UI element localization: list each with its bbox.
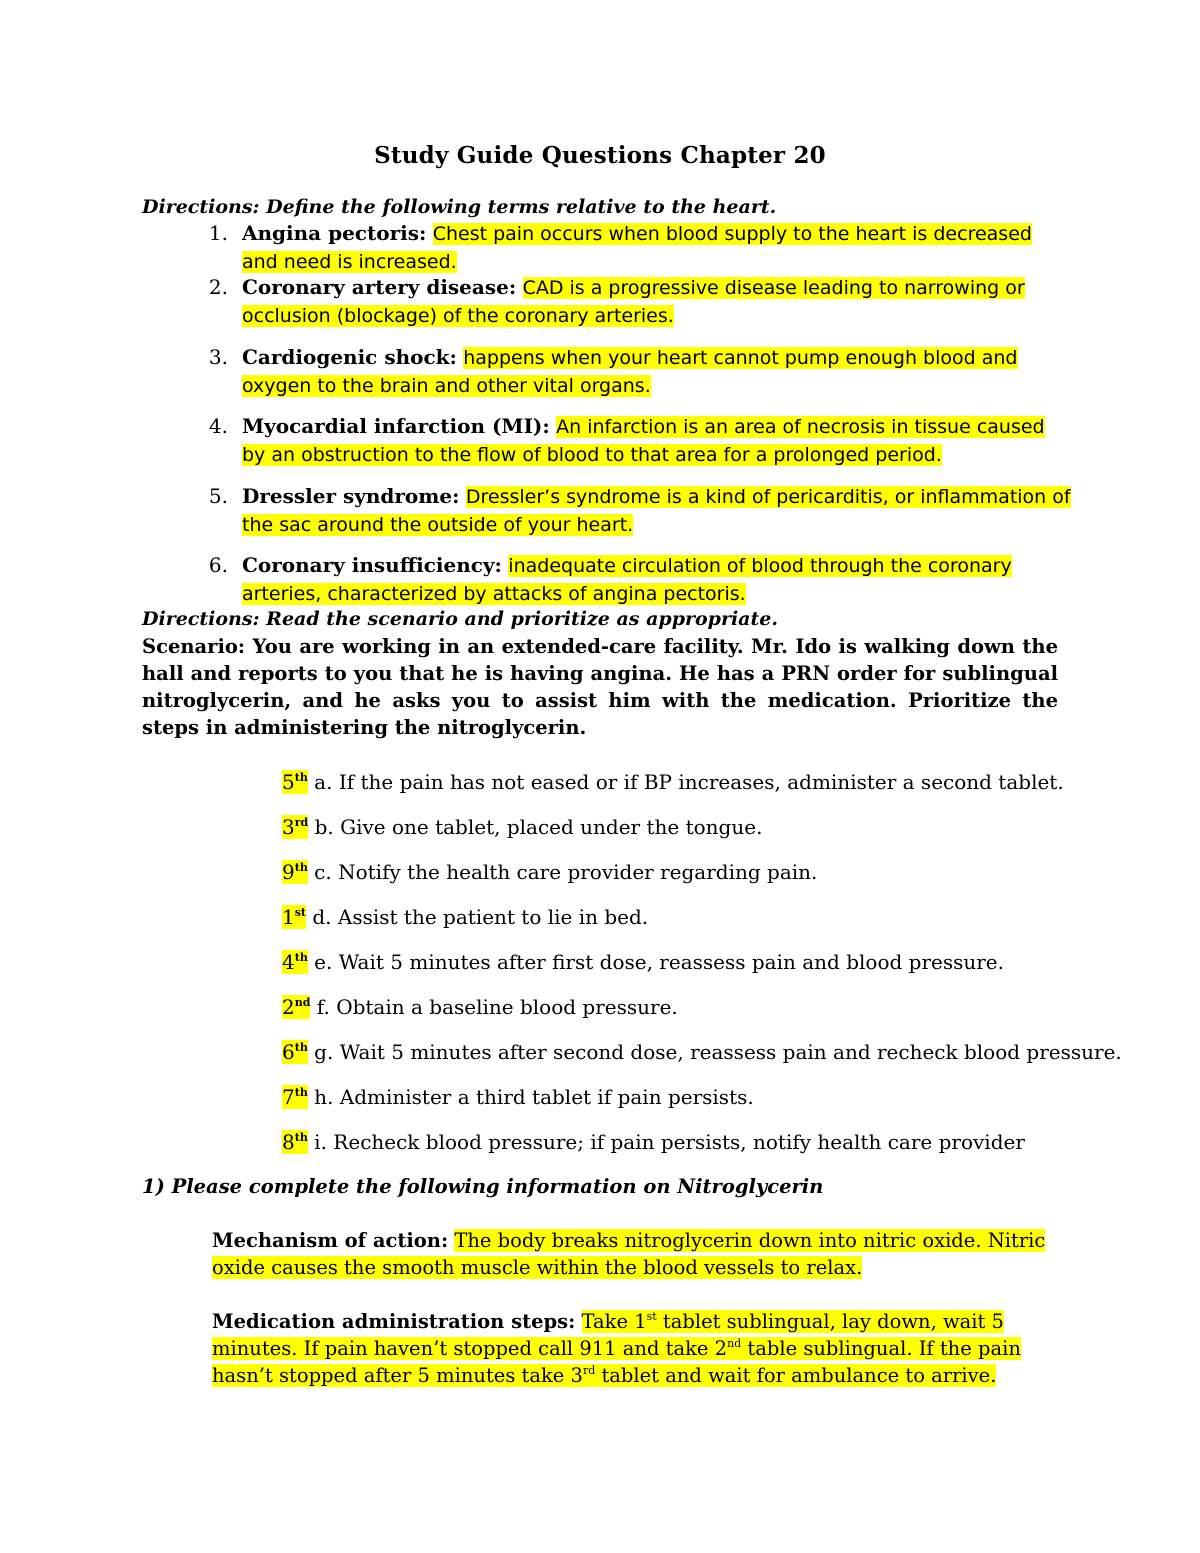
term-definition: inadequate circulation of blood through the coronary arteries, characterized by attacks of angina pectoris. bbox=[242, 555, 1012, 605]
step-text: c. Notify the health care provider regarding pain. bbox=[307, 860, 818, 884]
step-rank: 7th bbox=[282, 1085, 308, 1109]
term-definition: CAD is a progressive disease leading to narrowing or occlusion (blockage) of the coronary arteries. bbox=[242, 277, 1025, 327]
step-rank: 3rd bbox=[282, 815, 309, 839]
question-heading: 1) Please complete the following information on Nitroglycerin bbox=[142, 1175, 824, 1198]
priority-step bbox=[282, 993, 678, 1021]
term-label: Myocardial infarction (MI): bbox=[242, 414, 550, 438]
term-definition: happens when your heart cannot pump enough blood and oxygen to the brain and other vital organs. bbox=[242, 347, 1018, 397]
directions-scenario: Directions: Read the scenario and prioritize as appropriate. bbox=[142, 608, 778, 630]
term-label: Angina pectoris: bbox=[242, 221, 427, 245]
term-label: Dressler syndrome: bbox=[242, 484, 460, 508]
step-text: d. Assist the patient to lie in bed. bbox=[306, 905, 649, 929]
mechanism-label: Mechanism of action: bbox=[212, 1229, 449, 1252]
step-rank: 9th bbox=[282, 860, 308, 884]
priority-step bbox=[282, 1083, 754, 1111]
term-definition: An infarction is an area of necrosis in tissue caused by an obstruction to the flow of blood to that area for a prolonged period. bbox=[242, 416, 1045, 466]
priority-step bbox=[282, 858, 817, 886]
mechanism-of-action bbox=[212, 1227, 1062, 1281]
step-text: i. Recheck blood pressure; if pain persists, notify health care provider bbox=[307, 1130, 1025, 1154]
term-item bbox=[142, 274, 1072, 330]
priority-step bbox=[282, 903, 648, 931]
term-label: Cardiogenic shock: bbox=[242, 345, 457, 369]
term-item bbox=[142, 413, 1072, 469]
step-rank: 6th bbox=[282, 1040, 308, 1064]
term-number: 4. bbox=[208, 414, 228, 438]
page-title: Study Guide Questions Chapter 20 bbox=[374, 142, 826, 169]
step-text: a. If the pain has not eased or if BP increases, administer a second tablet. bbox=[307, 770, 1064, 794]
priority-step bbox=[282, 813, 762, 841]
term-definition: Chest pain occurs when blood supply to the heart is decreased and need is increased. bbox=[242, 223, 1032, 273]
term-item bbox=[142, 552, 1072, 608]
step-rank: 8th bbox=[282, 1130, 308, 1154]
term-label: Coronary artery disease: bbox=[242, 275, 517, 299]
term-number: 5. bbox=[208, 484, 228, 508]
administration-steps bbox=[212, 1308, 1062, 1389]
step-rank: 1st bbox=[282, 905, 307, 929]
step-text: e. Wait 5 minutes after first dose, reassess pain and blood pressure. bbox=[307, 950, 1004, 974]
step-text: f. Obtain a baseline blood pressure. bbox=[310, 995, 678, 1019]
priority-step bbox=[282, 768, 1064, 796]
term-number: 6. bbox=[208, 553, 228, 577]
term-item bbox=[142, 220, 1072, 276]
directions-define-terms: Directions: Define the following terms relative to the heart. bbox=[142, 196, 777, 218]
step-text: h. Administer a third tablet if pain persists. bbox=[307, 1085, 754, 1109]
mechanism-text: The body breaks nitroglycerin down into nitric oxide. Nitric oxide causes the smooth muscle within the blood vessels to relax. bbox=[212, 1229, 1046, 1279]
step-text: g. Wait 5 minutes after second dose, reassess pain and recheck blood pressure. bbox=[307, 1040, 1122, 1064]
scenario-text: Scenario: You are working in an extended-care facility. Mr. Ido is walking down the hall and reports to you that he is having angina. He has a PRN order for sublingual nitroglycerin, and he asks you to assist him with the medication. Prioritize the steps in administering the nitroglycerin. bbox=[142, 635, 1058, 739]
step-text: b. Give one tablet, placed under the tongue. bbox=[308, 815, 763, 839]
step-rank: 2nd bbox=[282, 995, 311, 1019]
administration-label: Medication administration steps: bbox=[212, 1310, 576, 1333]
term-number: 2. bbox=[208, 275, 228, 299]
term-number: 3. bbox=[208, 345, 228, 369]
term-label: Coronary insufficiency: bbox=[242, 553, 502, 577]
administration-text: Take 1st tablet sublingual, lay down, wait 5 minutes. If pain haven’t stopped call 911 and take 2nd table sublingual. If the pain hasn’t stopped after 5 minutes take 3rd tablet and wait for ambulance to arrive. bbox=[212, 1310, 1021, 1387]
step-rank: 5th bbox=[282, 770, 308, 794]
priority-step bbox=[282, 1128, 1025, 1156]
term-definition: Dressler’s syndrome is a kind of pericarditis, or inflammation of the sac around the outside of your heart. bbox=[242, 486, 1071, 536]
term-item bbox=[142, 483, 1072, 539]
term-item bbox=[142, 344, 1072, 400]
priority-step bbox=[282, 948, 1004, 976]
term-number: 1. bbox=[208, 221, 228, 245]
step-rank: 4th bbox=[282, 950, 308, 974]
priority-step bbox=[282, 1038, 1122, 1066]
